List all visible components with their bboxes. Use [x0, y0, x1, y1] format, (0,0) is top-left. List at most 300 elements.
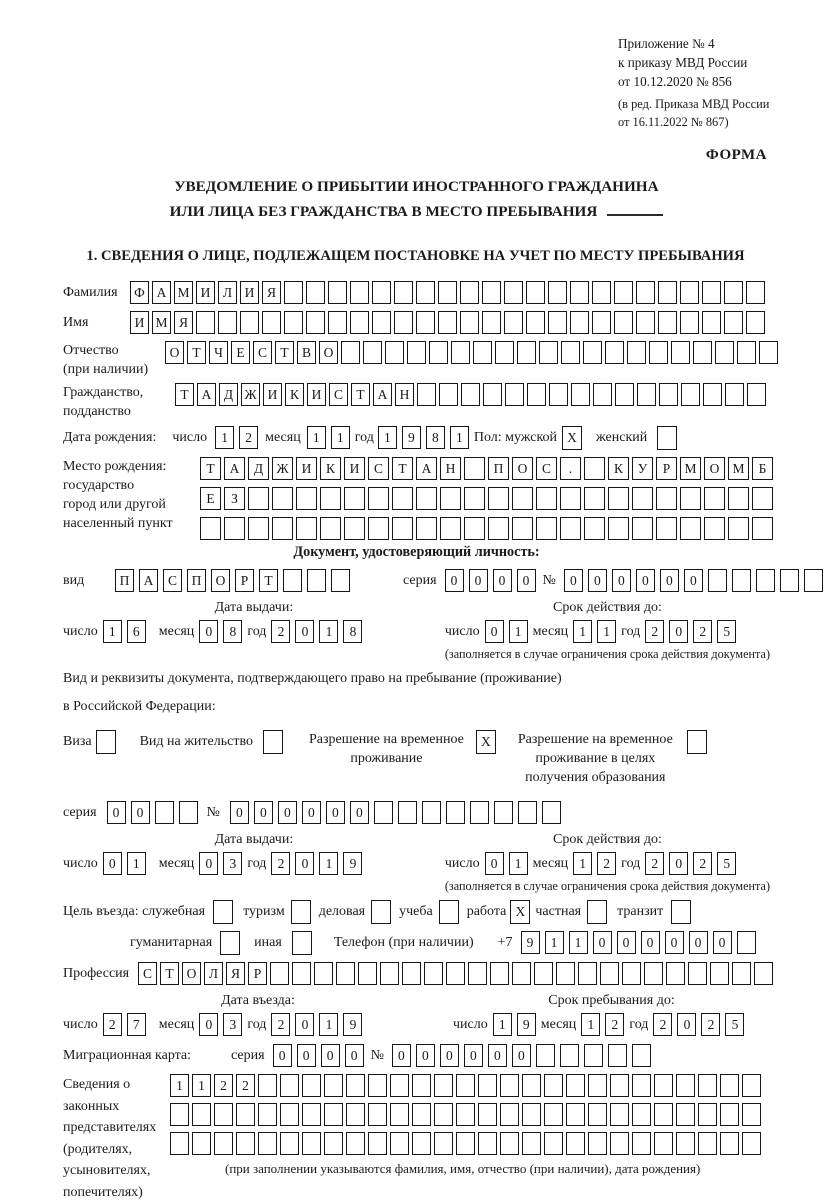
char-cell[interactable]: [742, 1132, 761, 1155]
char-cell[interactable]: [482, 311, 501, 334]
char-cell[interactable]: [456, 1074, 475, 1097]
char-cell[interactable]: [693, 341, 712, 364]
char-cell[interactable]: 0: [677, 1013, 696, 1036]
char-cell[interactable]: К: [320, 457, 341, 480]
char-cell[interactable]: [610, 1132, 629, 1155]
char-cell[interactable]: [344, 487, 365, 510]
char-cell[interactable]: 2: [236, 1074, 255, 1097]
char-cell[interactable]: [584, 517, 605, 540]
char-cell[interactable]: 2: [645, 620, 664, 643]
char-cell[interactable]: Т: [160, 962, 179, 985]
char-cell[interactable]: Б: [752, 457, 773, 480]
char-cell[interactable]: [780, 569, 799, 592]
char-cell[interactable]: [747, 383, 766, 406]
char-cell[interactable]: [402, 962, 421, 985]
char-cell[interactable]: [284, 281, 303, 304]
char-cell[interactable]: 0: [684, 569, 703, 592]
char-cell[interactable]: [676, 1103, 695, 1126]
char-cell[interactable]: 0: [199, 852, 218, 875]
char-cell[interactable]: [512, 962, 531, 985]
char-cell[interactable]: [306, 281, 325, 304]
char-cell[interactable]: [522, 1132, 541, 1155]
char-cell[interactable]: [518, 801, 537, 824]
char-cell[interactable]: 0: [485, 852, 504, 875]
char-cell[interactable]: [754, 962, 773, 985]
char-cell[interactable]: [556, 962, 575, 985]
char-cell[interactable]: [331, 569, 350, 592]
char-cell[interactable]: 1: [378, 426, 397, 449]
char-cell[interactable]: [248, 517, 269, 540]
char-cell[interactable]: [358, 962, 377, 985]
char-cell[interactable]: [804, 569, 823, 592]
char-cell[interactable]: [732, 569, 751, 592]
char-cell[interactable]: [284, 311, 303, 334]
char-cell[interactable]: [542, 801, 561, 824]
char-cell[interactable]: .: [560, 457, 581, 480]
char-cell[interactable]: 1: [569, 931, 588, 954]
char-cell[interactable]: [248, 487, 269, 510]
char-cell[interactable]: [302, 1103, 321, 1126]
char-cell[interactable]: 2: [214, 1074, 233, 1097]
char-cell[interactable]: [192, 1103, 211, 1126]
char-cell[interactable]: [456, 1103, 475, 1126]
char-cell[interactable]: [737, 931, 756, 954]
char-cell[interactable]: О: [512, 457, 533, 480]
char-cell[interactable]: [302, 1074, 321, 1097]
char-cell[interactable]: [561, 341, 580, 364]
char-cell[interactable]: 0: [103, 852, 122, 875]
char-cell[interactable]: [759, 341, 778, 364]
char-cell[interactable]: [478, 1103, 497, 1126]
char-cell[interactable]: [704, 487, 725, 510]
char-cell[interactable]: [368, 1103, 387, 1126]
char-cell[interactable]: [644, 962, 663, 985]
char-cell[interactable]: [584, 457, 605, 480]
char-cell[interactable]: [170, 1132, 189, 1155]
temp-residence-checkbox[interactable]: X: [476, 730, 496, 754]
char-cell[interactable]: [328, 311, 347, 334]
char-cell[interactable]: [394, 281, 413, 304]
char-cell[interactable]: Е: [231, 341, 250, 364]
char-cell[interactable]: [522, 1103, 541, 1126]
char-cell[interactable]: 2: [701, 1013, 720, 1036]
char-cell[interactable]: [656, 517, 677, 540]
char-cell[interactable]: [704, 517, 725, 540]
char-cell[interactable]: [698, 1103, 717, 1126]
char-cell[interactable]: [422, 801, 441, 824]
male-checkbox[interactable]: X: [562, 426, 582, 450]
char-cell[interactable]: [656, 487, 677, 510]
char-cell[interactable]: [658, 311, 677, 334]
char-cell[interactable]: 0: [469, 569, 488, 592]
char-cell[interactable]: [728, 487, 749, 510]
char-cell[interactable]: [649, 341, 668, 364]
char-cell[interactable]: [527, 383, 546, 406]
char-cell[interactable]: [724, 281, 743, 304]
char-cell[interactable]: [350, 281, 369, 304]
char-cell[interactable]: А: [152, 281, 171, 304]
char-cell[interactable]: 0: [588, 569, 607, 592]
char-cell[interactable]: [320, 487, 341, 510]
char-cell[interactable]: [742, 1103, 761, 1126]
char-cell[interactable]: [710, 962, 729, 985]
char-cell[interactable]: [637, 383, 656, 406]
char-cell[interactable]: [688, 962, 707, 985]
char-cell[interactable]: 0: [254, 801, 273, 824]
char-cell[interactable]: [512, 487, 533, 510]
char-cell[interactable]: [416, 487, 437, 510]
char-cell[interactable]: [336, 962, 355, 985]
char-cell[interactable]: О: [211, 569, 230, 592]
char-cell[interactable]: [632, 1103, 651, 1126]
char-cell[interactable]: [549, 383, 568, 406]
char-cell[interactable]: 0: [131, 801, 150, 824]
char-cell[interactable]: [703, 383, 722, 406]
char-cell[interactable]: [632, 1132, 651, 1155]
char-cell[interactable]: И: [344, 457, 365, 480]
char-cell[interactable]: А: [224, 457, 245, 480]
char-cell[interactable]: [434, 1103, 453, 1126]
char-cell[interactable]: Н: [395, 383, 414, 406]
char-cell[interactable]: У: [632, 457, 653, 480]
char-cell[interactable]: [715, 341, 734, 364]
char-cell[interactable]: 1: [573, 852, 592, 875]
char-cell[interactable]: 1: [581, 1013, 600, 1036]
char-cell[interactable]: [548, 281, 567, 304]
char-cell[interactable]: [500, 1132, 519, 1155]
char-cell[interactable]: [306, 311, 325, 334]
char-cell[interactable]: [752, 517, 773, 540]
char-cell[interactable]: С: [329, 383, 348, 406]
business-checkbox[interactable]: [371, 900, 391, 924]
char-cell[interactable]: 2: [597, 852, 616, 875]
char-cell[interactable]: [200, 517, 221, 540]
char-cell[interactable]: [412, 1103, 431, 1126]
char-cell[interactable]: [666, 962, 685, 985]
char-cell[interactable]: А: [139, 569, 158, 592]
char-cell[interactable]: [570, 281, 589, 304]
char-cell[interactable]: 9: [343, 1013, 362, 1036]
char-cell[interactable]: [592, 281, 611, 304]
char-cell[interactable]: [296, 517, 317, 540]
char-cell[interactable]: [468, 962, 487, 985]
char-cell[interactable]: [344, 517, 365, 540]
char-cell[interactable]: 0: [416, 1044, 435, 1067]
char-cell[interactable]: [214, 1103, 233, 1126]
char-cell[interactable]: 1: [509, 852, 528, 875]
char-cell[interactable]: [600, 962, 619, 985]
char-cell[interactable]: [416, 281, 435, 304]
char-cell[interactable]: М: [174, 281, 193, 304]
char-cell[interactable]: Т: [200, 457, 221, 480]
char-cell[interactable]: [614, 311, 633, 334]
char-cell[interactable]: [494, 801, 513, 824]
char-cell[interactable]: [500, 1074, 519, 1097]
char-cell[interactable]: [192, 1132, 211, 1155]
char-cell[interactable]: Р: [235, 569, 254, 592]
char-cell[interactable]: [708, 569, 727, 592]
char-cell[interactable]: [742, 1074, 761, 1097]
char-cell[interactable]: [478, 1074, 497, 1097]
char-cell[interactable]: [548, 311, 567, 334]
char-cell[interactable]: И: [196, 281, 215, 304]
char-cell[interactable]: [416, 311, 435, 334]
char-cell[interactable]: 1: [319, 1013, 338, 1036]
char-cell[interactable]: [380, 962, 399, 985]
char-cell[interactable]: 2: [693, 852, 712, 875]
char-cell[interactable]: [434, 1132, 453, 1155]
char-cell[interactable]: 2: [693, 620, 712, 643]
char-cell[interactable]: С: [163, 569, 182, 592]
char-cell[interactable]: [460, 281, 479, 304]
char-cell[interactable]: [214, 1132, 233, 1155]
char-cell[interactable]: 9: [402, 426, 421, 449]
char-cell[interactable]: [417, 383, 436, 406]
female-checkbox[interactable]: [657, 426, 677, 450]
char-cell[interactable]: 1: [319, 620, 338, 643]
char-cell[interactable]: [258, 1132, 277, 1155]
char-cell[interactable]: [539, 341, 558, 364]
char-cell[interactable]: И: [240, 281, 259, 304]
char-cell[interactable]: С: [138, 962, 157, 985]
char-cell[interactable]: [698, 1132, 717, 1155]
char-cell[interactable]: [588, 1103, 607, 1126]
char-cell[interactable]: 7: [127, 1013, 146, 1036]
char-cell[interactable]: Е: [200, 487, 221, 510]
char-cell[interactable]: [720, 1132, 739, 1155]
char-cell[interactable]: [416, 517, 437, 540]
char-cell[interactable]: [622, 962, 641, 985]
char-cell[interactable]: [728, 517, 749, 540]
char-cell[interactable]: А: [373, 383, 392, 406]
char-cell[interactable]: 1: [307, 426, 326, 449]
char-cell[interactable]: 2: [239, 426, 258, 449]
char-cell[interactable]: [346, 1103, 365, 1126]
char-cell[interactable]: [258, 1103, 277, 1126]
char-cell[interactable]: 0: [230, 801, 249, 824]
char-cell[interactable]: [407, 341, 426, 364]
char-cell[interactable]: [636, 311, 655, 334]
char-cell[interactable]: [363, 341, 382, 364]
char-cell[interactable]: [341, 341, 360, 364]
char-cell[interactable]: С: [368, 457, 389, 480]
char-cell[interactable]: 0: [488, 1044, 507, 1067]
char-cell[interactable]: Д: [248, 457, 269, 480]
char-cell[interactable]: [368, 1132, 387, 1155]
char-cell[interactable]: [593, 383, 612, 406]
char-cell[interactable]: [526, 311, 545, 334]
char-cell[interactable]: 0: [345, 1044, 364, 1067]
char-cell[interactable]: [346, 1074, 365, 1097]
char-cell[interactable]: 1: [597, 620, 616, 643]
char-cell[interactable]: [398, 801, 417, 824]
char-cell[interactable]: [526, 281, 545, 304]
char-cell[interactable]: [610, 1074, 629, 1097]
char-cell[interactable]: 9: [517, 1013, 536, 1036]
char-cell[interactable]: [680, 487, 701, 510]
char-cell[interactable]: [440, 517, 461, 540]
char-cell[interactable]: [368, 517, 389, 540]
char-cell[interactable]: [179, 801, 198, 824]
char-cell[interactable]: Д: [219, 383, 238, 406]
char-cell[interactable]: [392, 517, 413, 540]
char-cell[interactable]: [464, 517, 485, 540]
char-cell[interactable]: [270, 962, 289, 985]
other-purpose-checkbox[interactable]: [292, 931, 312, 955]
char-cell[interactable]: [720, 1074, 739, 1097]
char-cell[interactable]: Ф: [130, 281, 149, 304]
char-cell[interactable]: 1: [573, 620, 592, 643]
char-cell[interactable]: [681, 383, 700, 406]
char-cell[interactable]: 5: [717, 852, 736, 875]
char-cell[interactable]: [544, 1132, 563, 1155]
char-cell[interactable]: [324, 1103, 343, 1126]
char-cell[interactable]: 3: [223, 852, 242, 875]
char-cell[interactable]: [324, 1074, 343, 1097]
char-cell[interactable]: [460, 311, 479, 334]
char-cell[interactable]: [632, 487, 653, 510]
char-cell[interactable]: 8: [343, 620, 362, 643]
char-cell[interactable]: [374, 801, 393, 824]
char-cell[interactable]: [614, 281, 633, 304]
char-cell[interactable]: [676, 1074, 695, 1097]
char-cell[interactable]: [424, 962, 443, 985]
char-cell[interactable]: 0: [669, 620, 688, 643]
char-cell[interactable]: [236, 1132, 255, 1155]
char-cell[interactable]: [258, 1074, 277, 1097]
char-cell[interactable]: [385, 341, 404, 364]
official-checkbox[interactable]: [213, 900, 233, 924]
char-cell[interactable]: 0: [665, 931, 684, 954]
char-cell[interactable]: 0: [517, 569, 536, 592]
char-cell[interactable]: [464, 487, 485, 510]
char-cell[interactable]: О: [182, 962, 201, 985]
char-cell[interactable]: [720, 1103, 739, 1126]
char-cell[interactable]: Л: [218, 281, 237, 304]
char-cell[interactable]: Я: [262, 281, 281, 304]
char-cell[interactable]: 0: [669, 852, 688, 875]
char-cell[interactable]: 6: [127, 620, 146, 643]
char-cell[interactable]: Я: [226, 962, 245, 985]
char-cell[interactable]: [536, 1044, 555, 1067]
char-cell[interactable]: [584, 487, 605, 510]
char-cell[interactable]: 0: [617, 931, 636, 954]
char-cell[interactable]: [446, 801, 465, 824]
char-cell[interactable]: [488, 487, 509, 510]
char-cell[interactable]: [440, 487, 461, 510]
char-cell[interactable]: [392, 487, 413, 510]
char-cell[interactable]: [578, 962, 597, 985]
char-cell[interactable]: [512, 517, 533, 540]
char-cell[interactable]: [368, 487, 389, 510]
char-cell[interactable]: И: [307, 383, 326, 406]
char-cell[interactable]: Т: [187, 341, 206, 364]
char-cell[interactable]: [280, 1074, 299, 1097]
char-cell[interactable]: [724, 311, 743, 334]
char-cell[interactable]: 1: [493, 1013, 512, 1036]
char-cell[interactable]: Ж: [241, 383, 260, 406]
char-cell[interactable]: [608, 517, 629, 540]
char-cell[interactable]: [240, 311, 259, 334]
char-cell[interactable]: [483, 383, 502, 406]
char-cell[interactable]: [438, 281, 457, 304]
char-cell[interactable]: [517, 341, 536, 364]
char-cell[interactable]: [536, 487, 557, 510]
char-cell[interactable]: [605, 341, 624, 364]
char-cell[interactable]: [280, 1132, 299, 1155]
char-cell[interactable]: 9: [343, 852, 362, 875]
char-cell[interactable]: Ч: [209, 341, 228, 364]
char-cell[interactable]: [737, 341, 756, 364]
char-cell[interactable]: Т: [392, 457, 413, 480]
char-cell[interactable]: П: [187, 569, 206, 592]
temp-residence-edu-checkbox[interactable]: [687, 730, 707, 754]
char-cell[interactable]: [636, 281, 655, 304]
char-cell[interactable]: [746, 311, 765, 334]
char-cell[interactable]: [571, 383, 590, 406]
char-cell[interactable]: М: [728, 457, 749, 480]
char-cell[interactable]: [632, 517, 653, 540]
char-cell[interactable]: 0: [295, 1013, 314, 1036]
char-cell[interactable]: 0: [278, 801, 297, 824]
char-cell[interactable]: О: [319, 341, 338, 364]
char-cell[interactable]: [236, 1103, 255, 1126]
char-cell[interactable]: [560, 517, 581, 540]
char-cell[interactable]: [434, 1074, 453, 1097]
char-cell[interactable]: [456, 1132, 475, 1155]
char-cell[interactable]: О: [165, 341, 184, 364]
char-cell[interactable]: 1: [450, 426, 469, 449]
char-cell[interactable]: [584, 1044, 603, 1067]
char-cell[interactable]: [292, 962, 311, 985]
char-cell[interactable]: 0: [493, 569, 512, 592]
char-cell[interactable]: [350, 311, 369, 334]
char-cell[interactable]: [544, 1074, 563, 1097]
char-cell[interactable]: [680, 311, 699, 334]
char-cell[interactable]: 8: [223, 620, 242, 643]
char-cell[interactable]: 1: [127, 852, 146, 875]
char-cell[interactable]: 0: [350, 801, 369, 824]
char-cell[interactable]: 0: [295, 620, 314, 643]
char-cell[interactable]: 3: [223, 1013, 242, 1036]
char-cell[interactable]: Т: [351, 383, 370, 406]
char-cell[interactable]: [390, 1074, 409, 1097]
char-cell[interactable]: 1: [545, 931, 564, 954]
char-cell[interactable]: 0: [512, 1044, 531, 1067]
char-cell[interactable]: 0: [295, 852, 314, 875]
char-cell[interactable]: И: [130, 311, 149, 334]
char-cell[interactable]: 0: [612, 569, 631, 592]
char-cell[interactable]: 2: [271, 852, 290, 875]
char-cell[interactable]: 2: [271, 620, 290, 643]
char-cell[interactable]: 1: [509, 620, 528, 643]
char-cell[interactable]: Л: [204, 962, 223, 985]
char-cell[interactable]: [588, 1074, 607, 1097]
char-cell[interactable]: [490, 962, 509, 985]
char-cell[interactable]: П: [115, 569, 134, 592]
private-checkbox[interactable]: [587, 900, 607, 924]
char-cell[interactable]: [659, 383, 678, 406]
char-cell[interactable]: 9: [521, 931, 540, 954]
char-cell[interactable]: М: [152, 311, 171, 334]
char-cell[interactable]: А: [197, 383, 216, 406]
transit-checkbox[interactable]: [671, 900, 691, 924]
char-cell[interactable]: [544, 1103, 563, 1126]
char-cell[interactable]: [196, 311, 215, 334]
char-cell[interactable]: 0: [713, 931, 732, 954]
char-cell[interactable]: [725, 383, 744, 406]
char-cell[interactable]: [324, 1132, 343, 1155]
